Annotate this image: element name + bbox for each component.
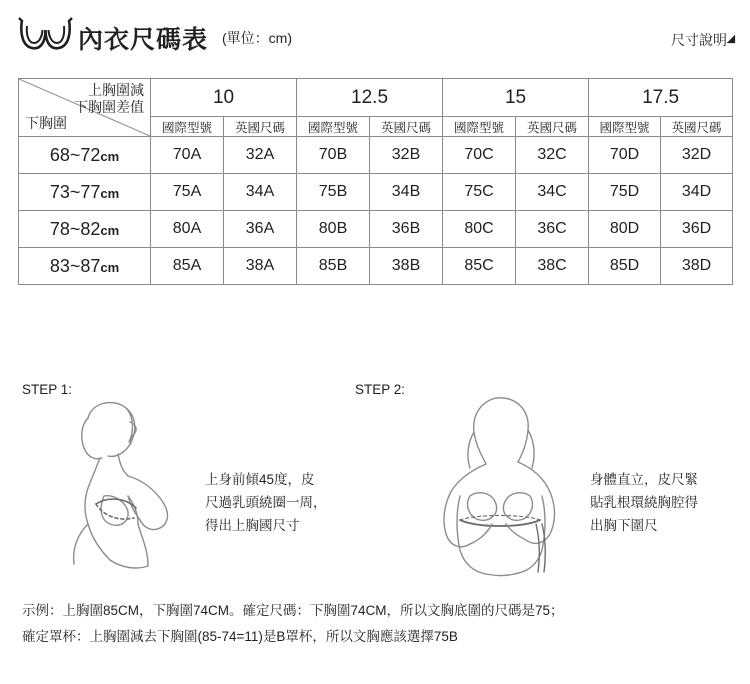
size-cell: 32D (661, 137, 733, 174)
row-unit: cm (100, 259, 120, 275)
corner-upper-line2: 下胸圍差值 (74, 99, 144, 115)
corner-header-cell (19, 79, 151, 137)
size-cell: 38C (516, 248, 589, 285)
row-unit: cm (100, 222, 120, 238)
corner-lower-label: 下胸圍 (25, 115, 67, 131)
corner-upper-label (74, 82, 144, 116)
size-cell: 36C (516, 211, 589, 248)
size-cell: 85B (297, 248, 370, 285)
example-note (22, 598, 734, 650)
chevron-down-icon (727, 35, 740, 48)
size-cell: 38D (661, 248, 733, 285)
row-label (19, 211, 151, 248)
size-cell: 70B (297, 137, 370, 174)
subheader-uk: 英國尺碼 (224, 117, 297, 137)
size-cell: 38B (370, 248, 443, 285)
size-table (18, 78, 733, 285)
row-unit: cm (100, 185, 120, 201)
step1-line3: 得出上胸國尺寸 (205, 518, 300, 533)
table-header-row-diff (19, 79, 733, 117)
row-label (19, 248, 151, 285)
table-row (19, 137, 733, 174)
header (0, 14, 750, 58)
row-label (19, 137, 151, 174)
row-range: 73~77 (49, 181, 101, 202)
step2-line2: 貼乳根環繞胸腔得 (590, 495, 698, 510)
size-cell: 34B (370, 174, 443, 211)
step2-line1: 身體直立，皮尺緊 (590, 472, 698, 487)
table-row (19, 174, 733, 211)
corner-upper-line1: 上胸圍減 (88, 82, 144, 98)
step1-label: STEP 1: (22, 382, 73, 397)
measurement-steps (0, 378, 750, 578)
row-range: 78~82 (49, 218, 101, 239)
size-cell: 80C (443, 211, 516, 248)
size-cell: 36D (661, 211, 733, 248)
step1-illustration (30, 392, 230, 582)
size-cell: 34A (224, 174, 297, 211)
table-row (19, 211, 733, 248)
size-cell: 34C (516, 174, 589, 211)
subheader-uk: 英國尺碼 (516, 117, 589, 137)
row-range: 83~87 (49, 255, 101, 276)
table-row (19, 248, 733, 285)
diff-group-header: 15 (443, 79, 589, 117)
unit-label: (單位：cm) (222, 30, 292, 46)
row-label (19, 174, 151, 211)
size-cell: 80D (589, 211, 661, 248)
page-title: 內衣尺碼表 (78, 26, 209, 54)
subheader-uk: 英國尺碼 (370, 117, 443, 137)
example-line-2: 確定罩杯：上胸圍減去下胸圍(85-74=11)是B罩杯，所以文胸應該選擇75B (22, 629, 458, 644)
step2-label: STEP 2: (355, 382, 406, 397)
size-cell: 38A (224, 248, 297, 285)
size-cell: 36B (370, 211, 443, 248)
size-cell: 80B (297, 211, 370, 248)
step2-description (590, 468, 740, 537)
example-line-1: 示例：上胸圍85CM，下胸圍74CM。確定尺碼：下胸圍74CM，所以文胸底圍的尺碼是75； (22, 603, 564, 618)
size-cell: 85D (589, 248, 661, 285)
size-cell: 34D (661, 174, 733, 211)
size-cell: 32C (516, 137, 589, 174)
diff-group-header: 10 (151, 79, 297, 117)
size-cell: 80A (151, 211, 224, 248)
size-cell: 70D (589, 137, 661, 174)
size-cell: 36A (224, 211, 297, 248)
size-cell: 70C (443, 137, 516, 174)
size-cell: 85A (151, 248, 224, 285)
step2-illustration (400, 392, 600, 582)
size-cell: 85C (443, 248, 516, 285)
size-cell: 75C (443, 174, 516, 211)
size-cell: 32A (224, 137, 297, 174)
row-range: 68~72 (49, 144, 101, 165)
size-cell: 75B (297, 174, 370, 211)
subheader-international: 國際型號 (151, 117, 224, 137)
size-cell: 70A (151, 137, 224, 174)
subheader-international: 國際型號 (589, 117, 661, 137)
subheader-international: 國際型號 (443, 117, 516, 137)
size-cell: 75D (589, 174, 661, 211)
subheader-international: 國際型號 (297, 117, 370, 137)
row-unit: cm (100, 148, 120, 164)
size-cell: 32B (370, 137, 443, 174)
size-cell: 75A (151, 174, 224, 211)
diff-group-header: 12.5 (297, 79, 443, 117)
subheader-uk: 英國尺碼 (661, 117, 733, 137)
step1-line1: 上身前傾45度，皮 (205, 472, 315, 487)
step1-line2: 尺過乳頭繞圈一周， (205, 495, 327, 510)
step2-line3: 出胸下圍尺 (590, 518, 658, 533)
size-description-toggle[interactable] (671, 30, 736, 50)
diff-group-header: 17.5 (589, 79, 733, 117)
step1-description (205, 468, 355, 537)
bra-icon (18, 16, 74, 61)
size-description-label: 尺寸說明 (671, 32, 727, 48)
